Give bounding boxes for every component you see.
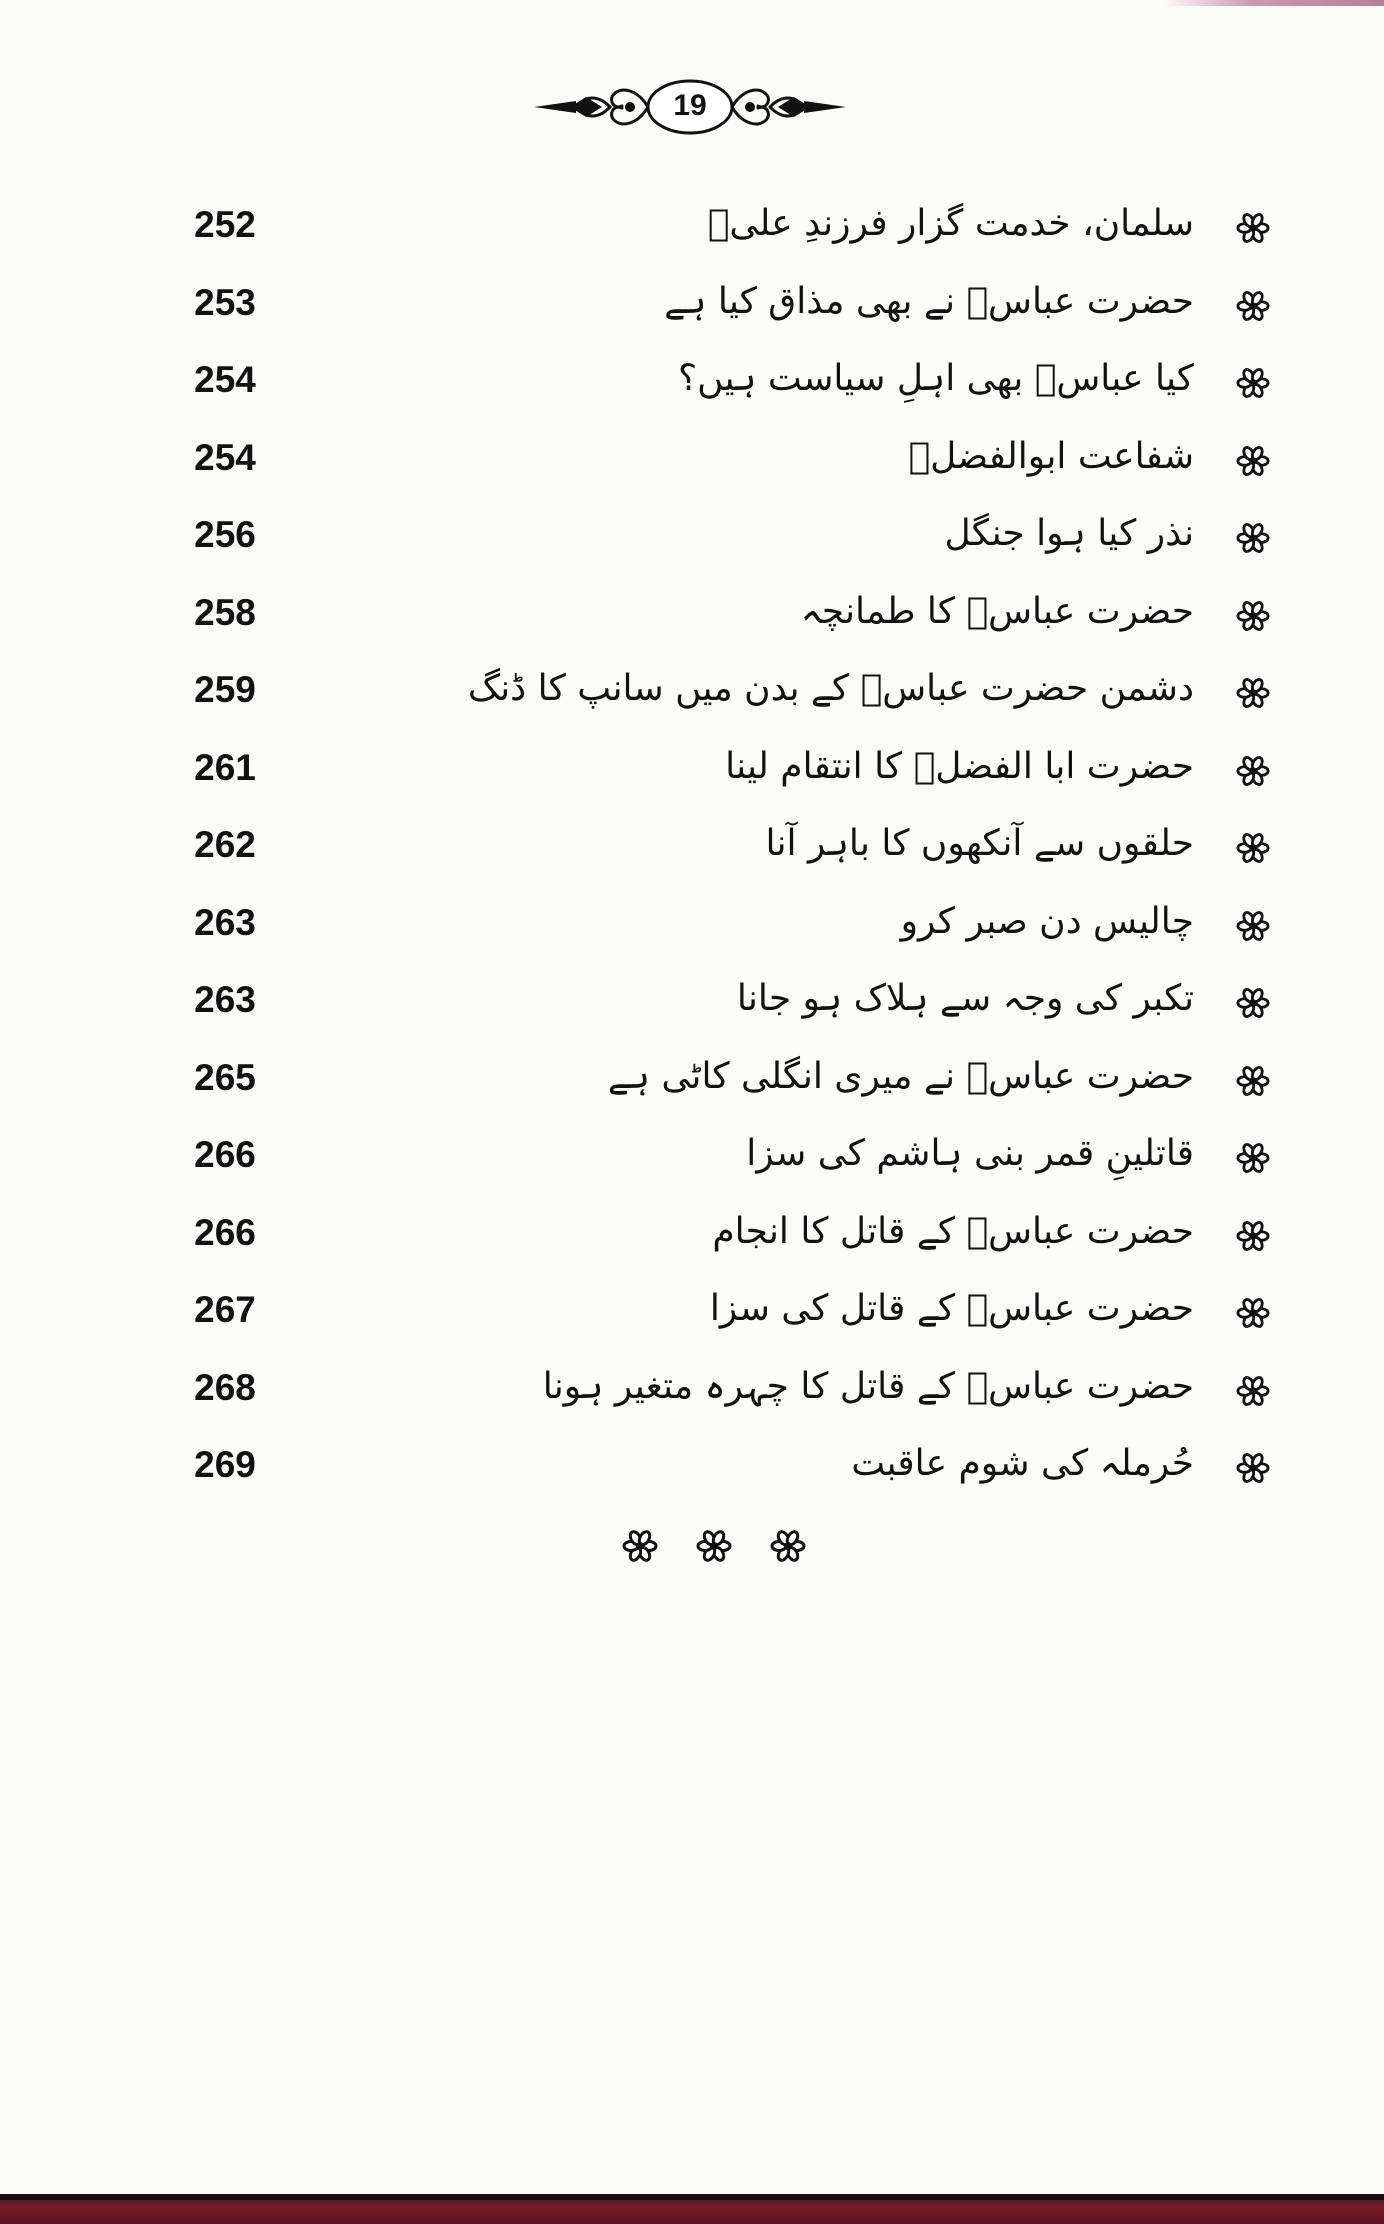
toc-entry (0, 582, 1384, 644)
toc-entry (0, 969, 1384, 1031)
toc-entry-title: قاتلینِ قمر بنی ہاشم کی سزا (746, 1133, 1194, 1174)
toc-entry (0, 1047, 1384, 1109)
page-header-ornament (530, 70, 850, 144)
toc-entry-page-number: 269 (194, 1444, 256, 1485)
toc-entry-title: سلمان، خدمت گزار فرزندِ علیؑ (707, 203, 1194, 244)
toc-entry-title: دشمن حضرت عباسؑ کے بدن میں سانپ کا ڈنگ (467, 668, 1194, 709)
toc-entry-title: حضرت عباسؑ نے بھی مذاق کیا ہے (664, 280, 1194, 322)
toc-entry (0, 1434, 1384, 1496)
flower-bullet-icon (1236, 1296, 1270, 1330)
toc-entry (0, 504, 1384, 566)
flower-bullet-icon (1236, 1219, 1270, 1253)
toc-entry-title: حضرت عباسؑ نے میری انگلی کاٹی ہے (607, 1055, 1194, 1097)
toc-entry-page-number: 267 (194, 1289, 256, 1330)
toc-entry-page-number: 258 (194, 591, 256, 633)
toc-entry (0, 659, 1384, 721)
flower-bullet-icon (1236, 831, 1270, 865)
toc-entry-title: حضرت عباسؑ کے قاتل کا چہرہ متغیر ہونا (542, 1365, 1194, 1407)
toc-entry (0, 272, 1384, 334)
flower-bullet-icon (696, 1528, 732, 1564)
toc-entry-title: چالیس دن صبر کرو (900, 900, 1194, 942)
toc-entry-page-number: 261 (194, 746, 256, 788)
toc-entry (0, 349, 1384, 411)
toc-entry-page-number: 256 (194, 514, 256, 555)
toc-entry-page-number: 265 (194, 1056, 256, 1098)
toc-entry-page-number: 252 (194, 204, 256, 245)
toc-entry-title: تکبر کی وجہ سے ہلاک ہو جانا (736, 978, 1194, 1019)
toc-entry (0, 814, 1384, 876)
toc-entry-title: حلقوں سے آنکھوں کا باہر آنا (765, 823, 1194, 864)
toc-entry-title: حضرت ابا الفضلؑ کا انتقام لینا (725, 745, 1194, 787)
flower-bullet-icon (1236, 599, 1270, 633)
flower-bullet-icon (1236, 1451, 1270, 1485)
flower-bullet-icon (1236, 1374, 1270, 1408)
toc-entry-page-number: 253 (194, 281, 256, 323)
toc-entry-page-number: 254 (194, 359, 256, 400)
toc-entry (0, 1279, 1384, 1341)
page-number: 19 (673, 89, 707, 122)
flower-bullet-icon (1236, 444, 1270, 478)
flower-bullet-icon (1236, 754, 1270, 788)
toc-entry (0, 427, 1384, 489)
toc-entry-page-number: 266 (194, 1211, 256, 1253)
toc-entry (0, 1202, 1384, 1264)
flower-bullet-icon (622, 1528, 658, 1564)
toc-entry (0, 892, 1384, 954)
toc-entry-title: شفاعت ابوالفضلؑ (908, 435, 1194, 477)
flower-bullet-icon (1236, 211, 1270, 245)
toc-entry (0, 1357, 1384, 1419)
toc-entry-page-number: 262 (194, 824, 256, 865)
flower-bullet-icon (1236, 289, 1270, 323)
toc-entry-page-number: 266 (194, 1134, 256, 1175)
toc-entry-page-number: 259 (194, 669, 256, 710)
toc-entry (0, 1124, 1384, 1186)
toc-entry-page-number: 263 (194, 901, 256, 943)
flower-bullet-icon (1236, 986, 1270, 1020)
toc-entry-title: حضرت عباسؑ کے قاتل کا انجام (712, 1210, 1194, 1252)
toc-entry-page-number: 263 (194, 979, 256, 1020)
flower-bullet-icon (1236, 1141, 1270, 1175)
flower-bullet-icon (1236, 1064, 1270, 1098)
flower-bullet-icon (1236, 521, 1270, 555)
toc-entry-title: حُرملہ کی شوم عاقبت (851, 1443, 1194, 1484)
toc-entry-title: حضرت عباسؑ کے قاتل کی سزا (709, 1288, 1194, 1329)
flower-bullet-icon (770, 1528, 806, 1564)
toc-entry (0, 194, 1384, 256)
flower-bullet-icon (1236, 676, 1270, 710)
flower-bullet-icon (1236, 909, 1270, 943)
toc-entry-page-number: 254 (194, 436, 256, 478)
toc-entry-title: حضرت عباسؑ کا طمانچہ (800, 590, 1194, 632)
flower-bullet-icon (1236, 366, 1270, 400)
toc-entry-page-number: 268 (194, 1366, 256, 1408)
page-bottom-edge (0, 2194, 1384, 2224)
page-top-edge (1164, 0, 1384, 6)
toc-entry-title: نذر کیا ہوا جنگل (944, 513, 1194, 554)
toc-entry (0, 737, 1384, 799)
toc-entry-title: کیا عباسؑ بھی اہلِ سیاست ہیں؟ (677, 358, 1194, 399)
